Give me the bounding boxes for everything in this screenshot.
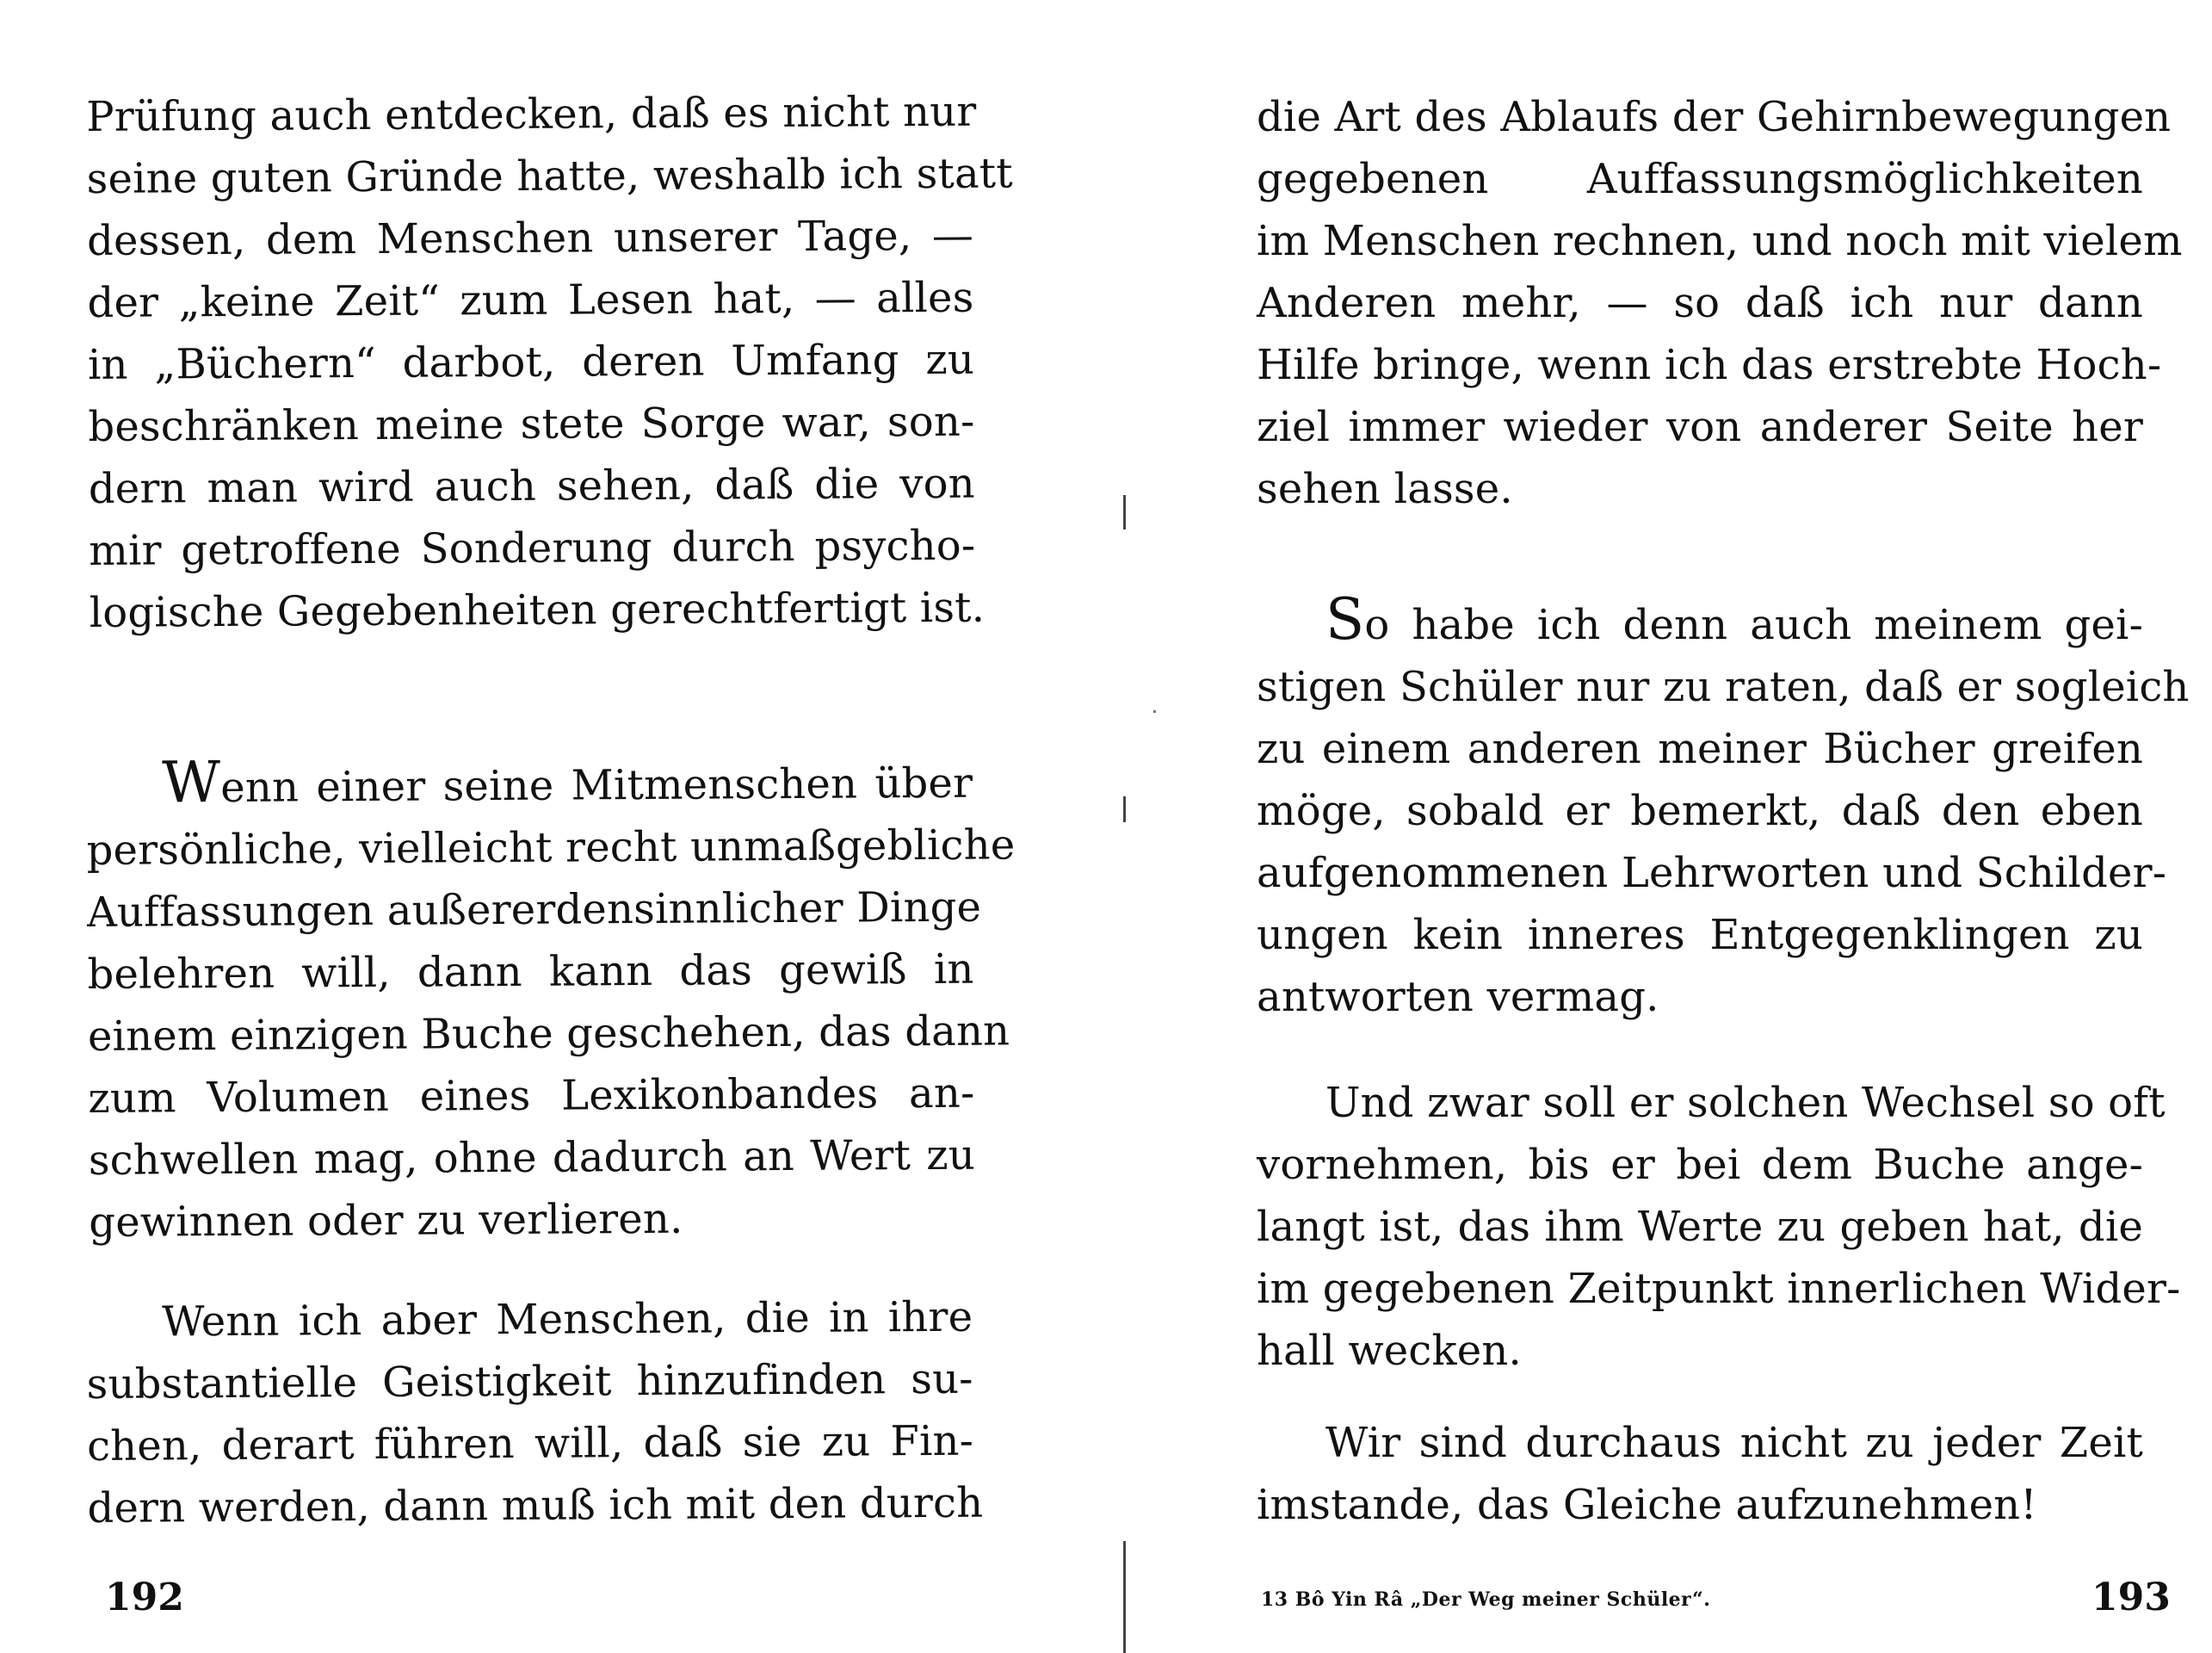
left-paragraph-1 [86,81,1013,644]
text-line: sehen lasse. [1257,465,1513,513]
text-line: logische Gegebenheiten gerechtfertigt ist. [89,583,986,637]
text-line: im Menschen rechnen, und noch mit vielem [1257,217,2183,265]
text-line: Prüfung auch entdecken, daß es nicht nur [86,87,977,141]
text-line: die Art des Ablaufs der Gehirnbewegungen [1257,93,2172,141]
text-line-first [86,749,973,820]
text-line: Auffassungen außererdensinnlicher Dinge [86,882,982,937]
text-line: Wenn ich aber Menschen, die in ihre [162,1292,973,1347]
text-line: beschränken meine stete Sorge war, son- [88,397,975,451]
text-line: in „Büchern“ darbot, deren Umfang zu [87,335,975,389]
text-line: belehren will, dann kann das gewiß in [87,944,974,999]
right-paragraph-3 [1257,1072,2181,1382]
text-line: einem einzigen Buche geschehen, das dann [87,1006,1010,1061]
text-line: vornehmen, bis er bei dem Buche ange- [1257,1141,2143,1189]
text-line: gegebenen Auffassungsmöglichkeiten [1257,155,2143,203]
text-line: im gegebenen Zeitpunkt innerlichen Wider- [1257,1265,2181,1313]
left-paragraph-2 [86,749,1016,1254]
left-paragraph-3 [86,1286,984,1539]
text-line: möge, sobald er bemerkt, daß den eben [1257,787,2143,835]
text-line: Wir sind durchaus nicht zu jeder Zeit [1325,1419,2143,1467]
page-number-right: 193 [2092,1576,2171,1619]
text-line: Hilfe bringe, wenn ich das erstrebte Hoch- [1257,341,2162,389]
signature-line: 13 Bô Yin Râ „Der Weg meiner Schüler“. [1261,1588,1711,1611]
text-line-rest: enn einer seine Mitmenschen über [220,758,973,813]
text-line: dessen, dem Menschen unserer Tage, — [86,211,974,265]
text-line: gewinnen oder zu verlieren. [89,1194,683,1247]
text-line-rest: o habe ich denn auch meinem gei- [1364,601,2143,649]
right-paragraph-1 [1257,86,2183,520]
text-line: persönliche, vielleicht recht unmaßgebliche [86,820,1016,875]
text-line: seine guten Gründe hatte, weshalb ich statt [86,149,1013,203]
right-paragraph-4 [1257,1412,2143,1536]
text-line: dern man wird auch sehen, daß die von [88,459,976,513]
text-line: Und zwar soll er solchen Wechsel so oft [1325,1079,2166,1127]
text-line: zu einem anderen meiner Bücher greifen [1257,725,2143,773]
text-line: substantielle Geistigkeit hinzufinden su- [86,1354,973,1408]
text-line: dern werden, dann muß ich mit den durch [87,1478,984,1532]
initial-letter: W [161,749,221,816]
text-line: antworten vermag. [1257,973,1659,1021]
text-line: stigen Schüler nur zu raten, daß er sogleich [1257,663,2190,711]
text-line-first [1257,586,2143,656]
text-line: zum Volumen eines Lexikonbandes an- [88,1068,975,1123]
text-line: mir getroffene Sonderung durch psycho- [89,521,976,575]
text-line: imstande, das Gleiche aufzunehmen! [1257,1481,2037,1529]
initial-letter: S [1325,586,1365,653]
text-line: ungen kein inneres Entgegenklingen zu [1257,911,2143,959]
text-line: schwellen mag, ohne dadurch an Wert zu [88,1130,976,1185]
text-line: chen, derart führen will, daß sie zu Fin- [86,1416,974,1470]
right-paragraph-2 [1257,586,2190,1028]
text-line: ziel immer wieder von anderer Seite her [1257,403,2143,451]
text-line: hall wecken. [1257,1327,1522,1375]
text-line: langt ist, das ihm Werte zu geben hat, die [1257,1203,2143,1251]
page-number-left: 192 [105,1576,184,1619]
text-line: aufgenommenen Lehrworten und Schilder- [1257,849,2167,897]
text-line: der „keine Zeit“ zum Lesen hat, — alles [87,273,974,327]
text-line: Anderen mehr, — so daß ich nur dann [1257,279,2143,327]
